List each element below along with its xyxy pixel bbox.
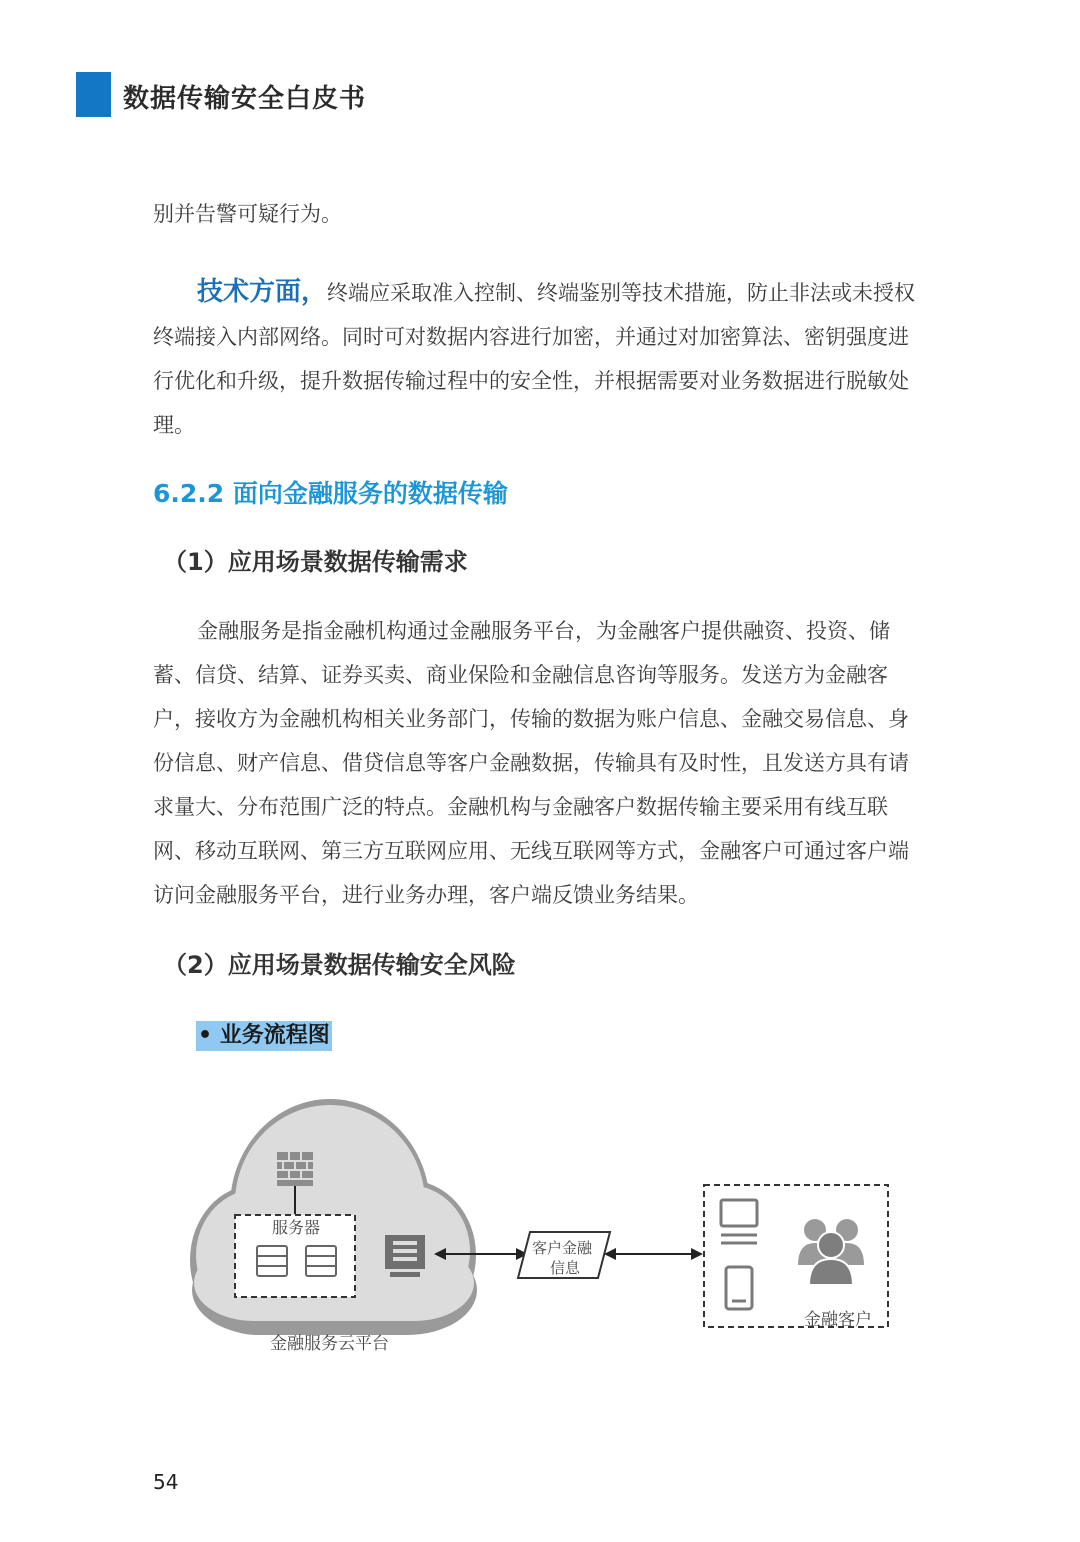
data-label-line2: 信息 — [550, 1259, 581, 1277]
page-number: 54 — [153, 1470, 179, 1494]
paragraph-lead: 技术方面， — [197, 277, 328, 307]
firewall-icon — [277, 1152, 313, 1186]
arrow-right-link — [604, 1248, 703, 1260]
client-label: 金融客户 — [804, 1310, 872, 1330]
server-label: 服务器 — [272, 1218, 321, 1237]
business-flow-diagram — [180, 1095, 910, 1365]
paragraph-technical — [153, 270, 928, 447]
paragraph-body: 终端应采取准入控制、终端鉴别等技术措施，防止非法或未授权终端接入内部网络。同时可对数据内容进行加密，并通过对加密算法、密钥强度进行优化和升级，提升数据传输过程中的安全性，并根据需要对业务数据进行脱敏处理。 — [153, 281, 916, 437]
mobile-icon — [726, 1267, 752, 1309]
header-accent-bar — [76, 72, 111, 117]
paragraph-financial-services: 金融服务是指金融机构通过金融服务平台，为金融客户提供融资、投资、储蓄、信贷、结算、证券买卖、商业保险和金融信息咨询等服务。发送方为金融客户，接收方为金融机构相关业务部门，传输的数据为账户信息、金融交易信息、身份信息、财产信息、借贷信息等客户金融数据，传输具有及时性，且发送方具有请求量大、分布范围广泛的特点。金融机构与金融客户数据传输主要采用有线互联网、移动互联网、第三方互联网应用、无线互联网等方式，金融客户可通过客户端访问金融服务平台，进行业务办理，客户端反馈业务结果。 — [153, 619, 909, 907]
desktop-icon — [721, 1200, 757, 1243]
cloud-platform-label: 金融服务云平台 — [270, 1334, 389, 1354]
users-icon — [798, 1219, 864, 1285]
paragraph-continuation: 别并告警可疑行为。 — [153, 202, 342, 226]
running-header-title: 数据传输安全白皮书 — [123, 84, 367, 114]
bullet-flowchart-title: • 业务流程图 — [196, 1021, 332, 1051]
subsection-heading-1: （1）应用场景数据传输需求 — [163, 548, 468, 576]
subsection-heading-2: （2）应用场景数据传输安全风险 — [163, 951, 516, 979]
section-heading: 6.2.2 面向金融服务的数据传输 — [153, 479, 508, 508]
data-label-line1: 客户金融 — [532, 1239, 593, 1257]
